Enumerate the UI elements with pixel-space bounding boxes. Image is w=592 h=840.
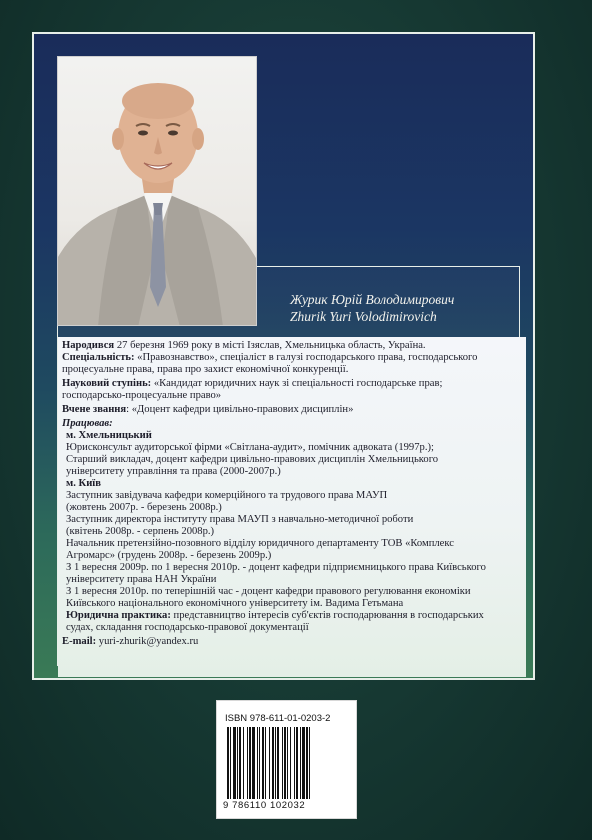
author-name-en: Zhurik Yuri Volodimirovich	[290, 309, 437, 324]
job-5-cont: Агромарс» (грудень 2008р. - березень 2009р.)	[66, 550, 272, 561]
job-3-cont: (жовтень 2007р. - березень 2008р.)	[66, 502, 222, 513]
job-7-cont: Київського національного економічного університету ім. Вадима Гетьмана	[66, 598, 404, 609]
born-line: Народився 27 березня 1969 року в місті Ізяслав, Хмельницька область, Україна.	[62, 340, 426, 351]
job-2-cont: університету управління та права (2000-2007р.)	[66, 466, 281, 477]
author-portrait-image	[58, 57, 257, 326]
author-name-block	[290, 291, 454, 325]
practice-line-2: судах, складання господарсько-правової документації	[66, 622, 309, 633]
job-5: Начальник претензійно-позовного відділу юридичного департаменту ТОВ «Комплекс	[66, 538, 454, 549]
job-4-cont: (квітень 2008р. - серпень 2008р.)	[66, 526, 215, 537]
job-3: Заступник завідувача кафедри комерційного та трудового права МАУП	[66, 490, 388, 501]
worked-heading: Працював:	[62, 418, 113, 429]
barcode-number: 9 786110 102032	[223, 800, 306, 811]
isbn-barcode-box	[216, 700, 357, 819]
job-2: Старший викладач, доцент кафедри цивільно-правових дисциплін Хмельницького	[66, 454, 439, 465]
job-1: Юрисконсульт аудиторської фірми «Світлана-аудит», помічник адвоката (1997р.);	[66, 442, 434, 453]
email-line: E-mail: yuri-zhurik@yandex.ru	[62, 636, 199, 647]
author-photo	[57, 56, 257, 326]
barcode-image	[227, 727, 348, 799]
job-4: Заступник директора інституту права МАУП з навчально-методичної роботи	[66, 514, 414, 525]
degree-line: Науковий ступінь: «Кандидат юридичних наук зі спеціальності господарське прав;	[62, 378, 443, 389]
practice-line: Юридична практика: представництво інтересів суб'єктів господарювання в господарських	[66, 610, 484, 621]
job-6: З 1 вересня 2009р. по 1 вересня 2010р. - доцент кафедри підприємницького права Київського	[66, 562, 486, 573]
author-name-ua: Журик Юрій Володимирович	[290, 292, 455, 307]
specialty-line: Спеціальність: «Правознавство», спеціаліст в галузі господарського права, господарського	[62, 352, 478, 363]
isbn-text: ISBN 978-611-01-0203-2	[225, 713, 331, 724]
job-6-cont: університету права НАН України	[66, 574, 217, 585]
academic-title-line: Вчене звання: «Доцент кафедри цивільно-правових дисциплін»	[62, 404, 354, 415]
city-khmelnytskyi: м. Хмельницький	[66, 430, 152, 441]
bio-content	[62, 340, 522, 648]
city-kyiv: м. Київ	[66, 478, 101, 489]
job-7: З 1 вересня 2010р. по теперішній час - доцент кафедри правового регулювання економіки	[66, 586, 471, 597]
specialty-line-2: процесуальне права, права про захист економічної конкуренції.	[62, 364, 349, 375]
degree-line-2: господарсько-процесуальне право»	[62, 390, 222, 401]
